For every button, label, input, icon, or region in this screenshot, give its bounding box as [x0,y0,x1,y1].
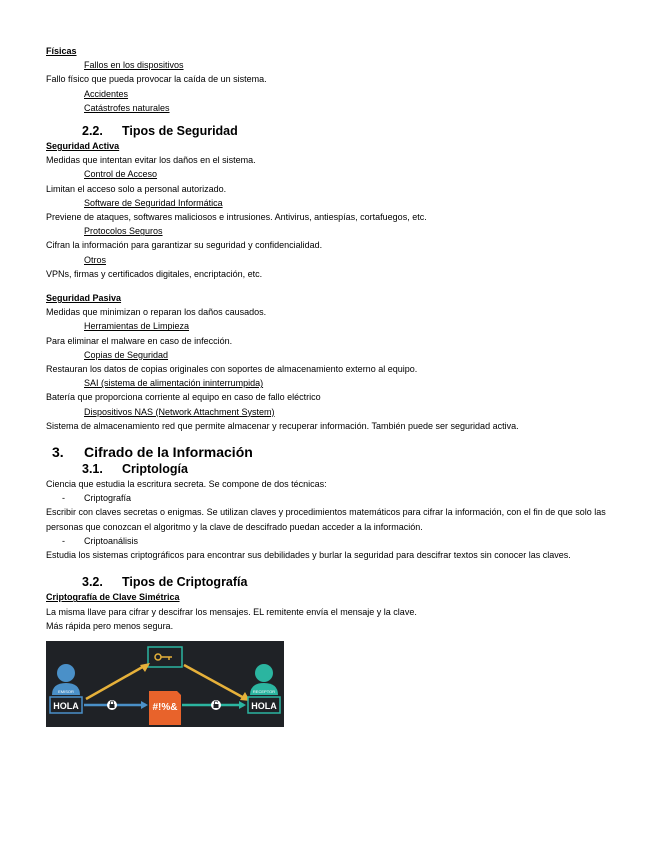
heading-clave-simetrica: Criptografía de Clave Simétrica [46,592,180,603]
key-icon [155,654,172,660]
list-item-label: Criptografía [84,493,132,504]
section-title-tipos-criptografia [46,574,616,590]
chapter-title-cifrado [46,443,616,461]
section-title: Tipos de Criptografía [122,575,248,590]
ciphertext: #!%& [152,701,178,713]
paragraph: Fallo físico que pueda provocar la caída de un sistema. [46,74,267,85]
subheading-nas: Dispositivos NAS (Network Attachment System) [84,406,275,417]
subheading-accidentes: Accidentes [84,88,129,99]
list-item-label: Criptoanálisis [84,535,139,546]
list-dash: - [62,493,65,504]
subheading-catastrofes: Catástrofes naturales [84,102,170,113]
arrow-key-to-receiver [184,665,246,699]
paragraph: Ciencia que estudia la escritura secreta. Se compone de dos técnicas: [46,479,327,490]
subheading-fallos: Fallos en los dispositivos [84,60,184,71]
arrowhead [141,701,148,709]
lock-icon [107,700,117,710]
chapter-number: 3. [52,444,64,461]
heading-seguridad-activa: Seguridad Activa [46,141,120,152]
subheading-herramientas-limpieza: Herramientas de Limpieza [84,321,190,332]
subheading-sai: SAI (sistema de alimentación ininterrumpida) [84,378,264,389]
paragraph: Medidas que minimizan o reparan los daños causados. [46,307,267,318]
subheading-software-seguridad: Software de Seguridad Informática [84,197,223,208]
paragraph: Cifran la información para garantizar su seguridad y confidencialidad. [46,240,323,251]
paragraph: La misma llave para cifrar y descifrar los mensajes. EL remitente envía el mensaje y la clave. [46,606,417,617]
list-item-criptografia [46,491,616,505]
list-dash: - [62,535,65,546]
section-heading-fisicas: Físicas [46,46,77,56]
chapter-title: Cifrado de la Información [84,444,253,461]
unlock-icon [211,700,221,710]
sender-label: EMISOR [58,688,74,694]
receiver-label: RECEPTOR [252,688,276,694]
plaintext-left: HOLA [53,700,79,711]
section-number: 3.1. [82,462,103,477]
section-title-tipos-seguridad [46,123,616,139]
paragraph: Escribir con claves secretas o enigmas. Se utilizan claves y procedimientos matemáticos para cifrar la información, con el fin de que solo las personas que conozcan el algoritmo y la clave de descifrado puedan acceder a la información. [46,507,606,532]
plaintext-right: HOLA [251,700,277,711]
paragraph: Batería que proporciona corriente al equipo en caso de fallo eléctrico [46,392,321,403]
subheading-copias-seguridad: Copias de Seguridad [84,349,169,360]
paragraph: Más rápida pero menos segura. [46,620,174,631]
paragraph: VPNs, firmas y certificados digitales, encriptación, etc. [46,268,263,279]
diagram-svg [46,641,284,727]
heading-seguridad-pasiva: Seguridad Pasiva [46,293,122,304]
section-number: 3.2. [82,575,103,590]
subheading-protocolos: Protocolos Seguros [84,226,163,237]
paragraph: Para eliminar el malware en caso de infección. [46,335,233,346]
paragraph: Estudia los sistemas criptográficos para encontrar sus debilidades y burlar la seguridad para descifrar textos sin conocer las claves. [46,550,571,561]
document-page [46,44,616,727]
list-item-criptoanalisis [46,534,616,548]
subheading-otros: Otros [84,254,107,265]
section-number: 2.2. [82,124,103,139]
subheading-control-acceso: Control de Acceso [84,169,158,180]
arrow-sender-to-key [86,665,146,699]
paragraph: Medidas que intentan evitar los daños en el sistema. [46,155,256,166]
paragraph: Previene de ataques, softwares maliciosos e intrusiones. Antivirus, antiespías, cortafuegos, etc. [46,212,427,223]
paragraph: Sistema de almacenamiento red que permite almacenar y recuperar información. También puede ser seguridad activa. [46,420,519,431]
symmetric-encryption-diagram [46,641,284,727]
arrowhead [239,701,246,709]
section-title: Criptología [122,462,188,477]
paragraph: Limitan el acceso solo a personal autorizado. [46,183,227,194]
paragraph: Restauran los datos de copias originales con soportes de almacenamiento externo al equipo. [46,364,418,375]
section-title-criptologia [46,461,616,477]
section-title: Tipos de Seguridad [122,124,238,139]
